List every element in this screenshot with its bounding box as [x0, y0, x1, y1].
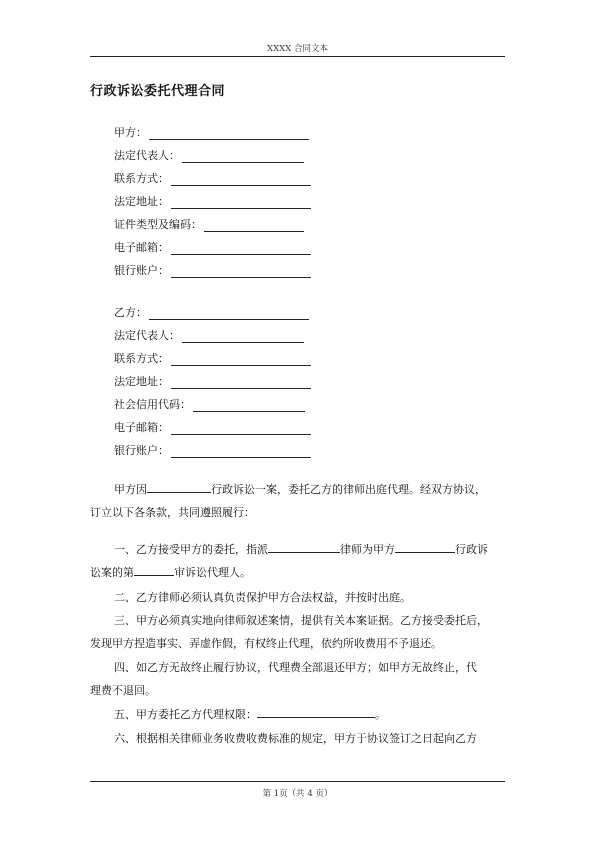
- fill-in-blank: [171, 243, 311, 255]
- clause-5: 五、甲方委托乙方代理权限： 。: [114, 708, 386, 721]
- clause-1-line-2: 讼案的第 审诉讼代理人。: [90, 566, 251, 579]
- party-a-contact-field: 联系方式：: [114, 170, 311, 186]
- contract-title: 行政诉讼委托代理合同: [90, 84, 226, 99]
- party-b-address-field: 法定地址：: [114, 373, 311, 389]
- clause-3-line-1: 三、甲方必须真实地向律师叙述案情，提供有关本案证据。乙方接受委托后，: [114, 614, 488, 627]
- fill-in-blank: [149, 308, 309, 320]
- clause-3-line-2: 发现甲方捏造事实、弄虚作假，有权终止代理，依约所收费用不予退还。: [90, 637, 442, 650]
- intro-line-2: 订立以下各条款，共同遵照履行：: [90, 506, 255, 519]
- party-b-bank-field: 银行账户：: [114, 442, 311, 458]
- fill-in-blank: [193, 400, 305, 412]
- fill-in-blank: [257, 706, 375, 718]
- clause-1-line-1: 一、乙方接受甲方的委托，指派 律师为甲方 行政诉: [114, 543, 488, 556]
- clause-4-line-2: 理费不退回。: [90, 684, 156, 697]
- party-a-email-field: 电子邮箱：: [114, 239, 311, 255]
- fill-in-blank: [182, 151, 304, 163]
- fill-in-blank: [147, 481, 211, 493]
- fill-in-blank: [171, 423, 311, 435]
- clause-4-line-1: 四、如乙方无故终止履行协议，代理费全部退还甲方；如甲方无故终止，代: [114, 661, 477, 674]
- fill-in-blank: [268, 541, 340, 553]
- party-b-credit-code-field: 社会信用代码：: [114, 396, 305, 412]
- fill-in-blank: [204, 220, 304, 232]
- fill-in-blank: [134, 564, 174, 576]
- page-header: XXXX 合同文本: [267, 44, 328, 54]
- party-a-bank-field: 银行账户：: [114, 262, 311, 278]
- party-b-legal-rep-field: 法定代表人：: [114, 327, 304, 343]
- party-a-name-field: 甲方：: [114, 124, 309, 140]
- fill-in-blank: [171, 354, 311, 366]
- fill-in-blank: [171, 266, 311, 278]
- party-a-legal-rep-field: 法定代表人：: [114, 147, 304, 163]
- fill-in-blank: [149, 128, 309, 140]
- fill-in-blank: [171, 377, 311, 389]
- party-a-address-field: 法定地址：: [114, 193, 311, 209]
- party-b-contact-field: 联系方式：: [114, 350, 311, 366]
- fill-in-blank: [395, 541, 455, 553]
- clause-6: 六、根据相关律师业务收费收费标准的规定，甲方于协议签订之日起向乙方: [114, 732, 477, 745]
- party-a-id-field: 证件类型及编码：: [114, 216, 304, 232]
- intro-line-1: 甲方因 行政诉讼一案，委托乙方的律师出庭代理。经双方协议，: [114, 483, 486, 496]
- header-rule: [90, 56, 505, 57]
- fill-in-blank: [171, 174, 311, 186]
- fill-in-blank: [171, 197, 311, 209]
- fill-in-blank: [171, 446, 311, 458]
- page-number: 第 1页（共 4 页）: [262, 789, 333, 799]
- clause-2: 二、乙方律师必须认真负责保护甲方合法权益，并按时出庭。: [114, 591, 411, 604]
- fill-in-blank: [182, 331, 304, 343]
- footer-rule: [90, 781, 505, 782]
- party-b-email-field: 电子邮箱：: [114, 419, 311, 435]
- party-b-name-field: 乙方：: [114, 304, 309, 320]
